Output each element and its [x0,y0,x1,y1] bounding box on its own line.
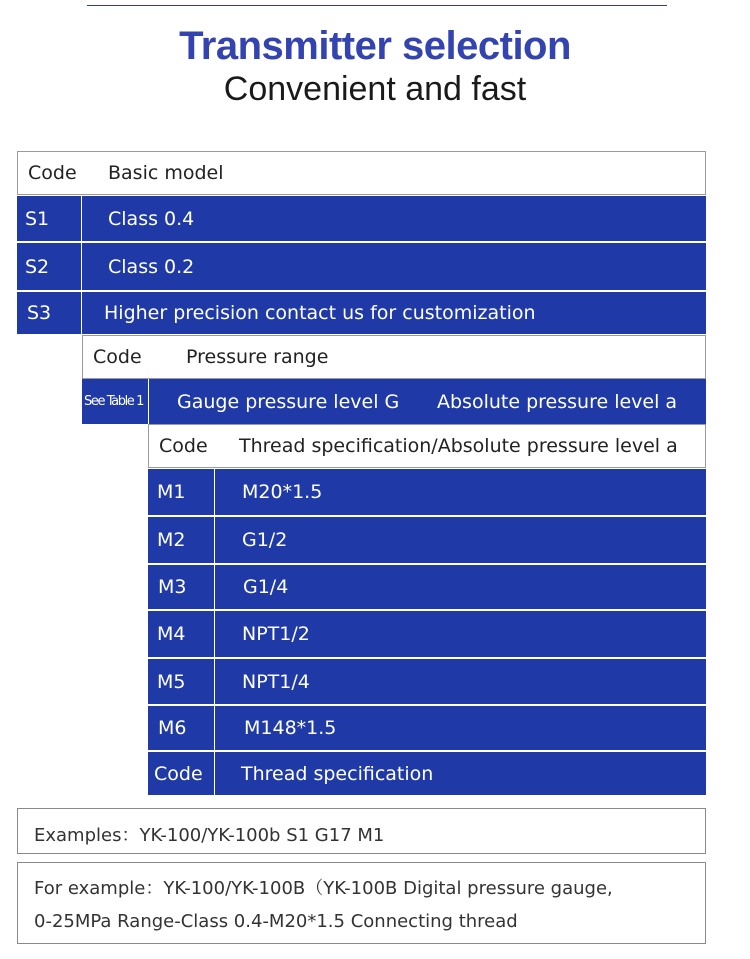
row-code: M5 [157,670,186,693]
for-example-box [17,862,706,944]
row-code: S1 [25,207,50,230]
gauge-pressure-label: Gauge pressure level G [177,390,400,413]
header-basic-model-label: Basic model [108,162,224,184]
examples-text: Examples：YK-100/YK-100b S1 G17 M1 [34,825,385,846]
absolute-pressure-label: Absolute pressure level a [437,390,678,413]
row-label: Thread specification [241,762,434,785]
table-row-m3 [148,565,706,610]
row-code: M2 [157,529,186,551]
for-example-line-1: For example：YK-100/YK-100B（YK-100B Digital pressure gauge, [34,878,613,899]
table-row-m1 [148,469,706,516]
row-label: NPT1/4 [242,670,310,693]
row-label: G1/4 [243,576,289,598]
table-row-s2 [17,243,706,291]
examples-box [17,808,706,854]
row-code: Code [154,762,203,785]
row-code: S3 [27,302,52,324]
table-row-m5 [148,659,706,705]
thread-spec-header [148,424,706,468]
row-code: M1 [157,481,186,503]
row-code: M4 [157,623,186,645]
header-code-label: Code [93,346,142,368]
page-subtitle: Convenient and fast [223,70,527,108]
table-row-code-thread [148,752,706,795]
table-row-m2 [148,517,706,564]
row-label: M20*1.5 [242,481,323,503]
row-label: M148*1.5 [244,717,337,739]
row-label: Higher precision contact us for customization [104,302,536,324]
top-divider [87,5,667,6]
header-code-label: Code [159,435,208,457]
row-label: Class 0.4 [108,207,195,230]
header-code-label: Code [28,162,77,184]
table-row-s3 [17,292,706,334]
row-label: G1/2 [242,529,288,551]
table-row-m4 [148,611,706,658]
basic-model-header [17,151,706,195]
row-label: Class 0.2 [108,255,195,278]
row-label: NPT1/2 [242,623,310,645]
row-code: M6 [158,717,187,739]
table-row-pressure [82,379,706,424]
table-row-s1 [17,196,706,242]
row-code: S2 [25,255,50,278]
table-row-m6 [148,706,706,751]
header-pressure-range-label: Pressure range [186,346,329,368]
for-example-line-2: 0-25MPa Range-Class 0.4-M20*1.5 Connecting thread [34,911,518,932]
header-thread-spec-label: Thread specification/Absolute pressure level a [239,435,678,457]
row-code: M3 [158,576,187,598]
page-title: Transmitter selection [179,24,571,68]
pressure-range-header [82,335,706,379]
see-table-1-label: See Table 1 [84,394,144,409]
